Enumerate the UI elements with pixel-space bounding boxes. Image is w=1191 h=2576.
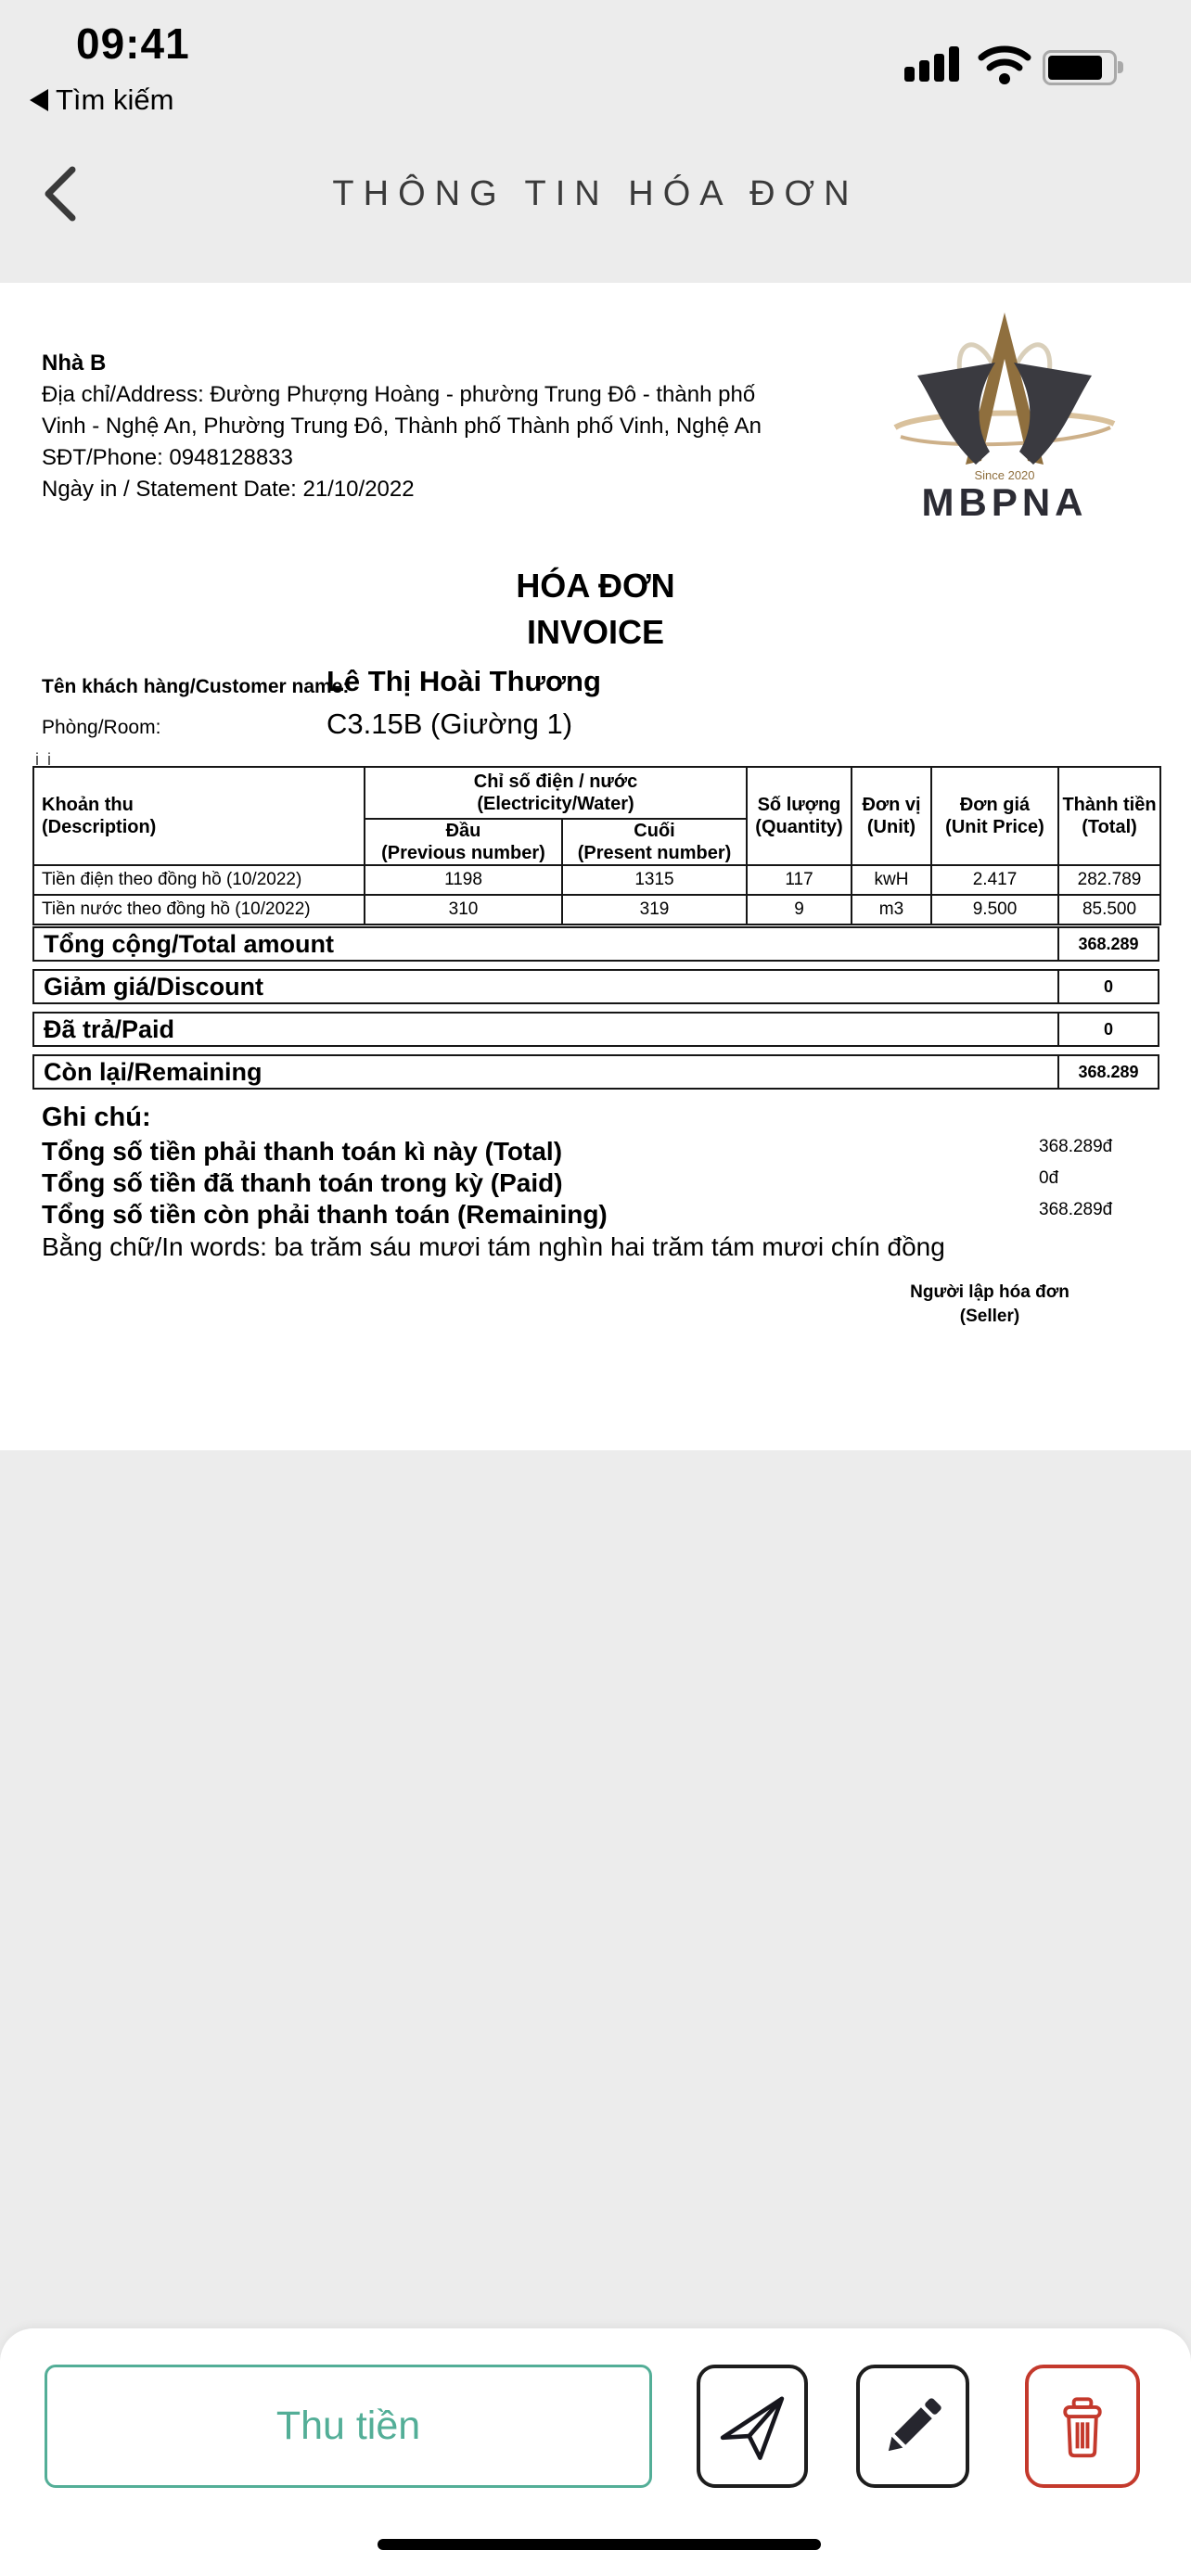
back-triangle-icon — [30, 89, 48, 111]
logo-wordmark: MBPNA — [921, 480, 1088, 524]
back-to-app-label: Tìm kiếm — [56, 83, 174, 116]
battery-icon — [1043, 50, 1117, 85]
table-row: Tiền điện theo đồng hồ (10/2022) 1198 1315 117 kwH 2.417 282.789 — [33, 865, 1160, 895]
note-line-remaining: Tổng số tiền còn phải thanh toán (Remaining) 368.289đ — [42, 1200, 1113, 1229]
col-header-present: Cuối (Present number) — [562, 819, 747, 865]
status-time: 09:41 — [76, 19, 190, 68]
page-title: THÔNG TIN HÓA ĐƠN — [332, 174, 859, 213]
battery-tip — [1118, 61, 1123, 73]
home-indicator[interactable] — [378, 2539, 821, 2550]
back-to-app-link[interactable] — [30, 83, 173, 117]
amount-in-words: Bằng chữ/In words: ba trăm sáu mươi tám nghìn hai trăm tám mươi chín đồng — [42, 1232, 945, 1261]
room-label: Phòng/Room: — [42, 717, 161, 738]
charges-table — [32, 766, 1161, 925]
trash-icon — [1046, 2391, 1119, 2463]
col-header-meter-group: Chỉ số điện / nước (Electricity/Water) — [365, 767, 747, 819]
room-value: C3.15B (Giường 1) — [327, 708, 573, 740]
company-name: Nhà B — [42, 351, 107, 376]
invoice-title-en: INVOICE — [526, 613, 665, 651]
invoice-card — [0, 283, 1191, 1450]
company-address-line1: Địa chỉ/Address: Đường Phượng Hoàng - phường Trung Đô - thành phố — [42, 382, 756, 407]
note-value-paid: 0đ — [1039, 1168, 1059, 1188]
logo-star-icon — [884, 305, 1125, 491]
edit-button[interactable] — [856, 2365, 969, 2488]
battery-fill — [1048, 56, 1102, 80]
col-header-quantity: Số lượng (Quantity) — [747, 767, 852, 865]
bottom-action-bar — [0, 2328, 1191, 2576]
summary-row-paid: Đã trả/Paid 0 — [32, 1012, 1159, 1047]
collect-money-button[interactable]: Thu tiền — [45, 2365, 652, 2488]
summary-row-remaining: Còn lại/Remaining 368.289 — [32, 1054, 1159, 1090]
note-value-total: 368.289đ — [1039, 1137, 1113, 1156]
pencil-icon — [874, 2388, 952, 2466]
cellular-signal-icon — [904, 46, 963, 82]
company-logo — [879, 305, 1130, 525]
summary-row-total: Tổng cộng/Total amount 368.289 — [32, 926, 1159, 962]
company-block — [42, 348, 762, 505]
note-value-remaining: 368.289đ — [1039, 1200, 1113, 1219]
send-button[interactable] — [697, 2365, 808, 2488]
logo-since-text: Since 2020 — [974, 468, 1035, 482]
summary-row-discount: Giảm giá/Discount 0 — [32, 969, 1159, 1004]
note-mark: i i — [35, 750, 53, 769]
col-header-description: Khoản thu (Description) — [33, 767, 365, 865]
col-header-total: Thành tiền (Total) — [1058, 767, 1160, 865]
customer-name-label: Tên khách hàng/Customer name: — [42, 676, 350, 697]
customer-name-value: Lê Thị Hoài Thương — [327, 665, 601, 697]
note-line-paid: Tổng số tiền đã thanh toán trong kỳ (Paid) 0đ — [42, 1168, 1059, 1197]
wifi-icon — [978, 45, 1031, 85]
company-phone: SĐT/Phone: 0948128833 — [42, 445, 293, 470]
paper-plane-icon — [713, 2388, 791, 2466]
col-header-previous: Đầu (Previous number) — [365, 819, 562, 865]
seller-signature-block: Người lập hóa đơn (Seller) — [910, 1282, 1069, 1326]
table-row: Tiền nước theo đồng hồ (10/2022) 310 319 9 m3 9.500 85.500 — [33, 895, 1160, 925]
invoice-title-vi: HÓA ĐƠN — [516, 567, 675, 605]
notes-heading: Ghi chú: — [42, 1103, 151, 1132]
statement-date: Ngày in / Statement Date: 21/10/2022 — [42, 477, 415, 502]
company-address-line2: Vinh - Nghệ An, Phường Trung Đô, Thành phố Thành phố Vinh, Nghệ An — [42, 414, 762, 439]
summary-section — [32, 926, 1159, 1097]
col-header-unit: Đơn vị (Unit) — [852, 767, 931, 865]
col-header-unit-price: Đơn giá (Unit Price) — [931, 767, 1058, 865]
delete-button[interactable] — [1025, 2365, 1140, 2488]
note-line-total: Tổng số tiền phải thanh toán kì này (Total) 368.289đ — [42, 1137, 1113, 1166]
